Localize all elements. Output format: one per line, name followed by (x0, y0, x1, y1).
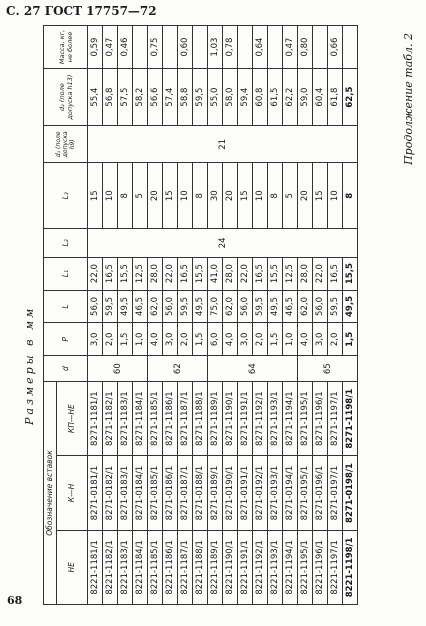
cell-l3: 10 (253, 163, 268, 229)
cell-kn: 8271-0187/1 (178, 456, 193, 530)
cell-p: 3,0 (313, 323, 328, 356)
cell-p: 2,0 (328, 323, 343, 356)
cell-p: 6,0 (208, 323, 223, 356)
cell-mass: 0,47 (103, 26, 118, 69)
header-d1: d₁ (поле допуска h9) (44, 126, 88, 163)
header-mass: Масса, кг, не более (44, 26, 88, 69)
cell-kn: 8271-0181/1 (88, 456, 103, 530)
cell-p: 4,0 (223, 323, 238, 356)
cell-ne: 8221-1189/1 (208, 530, 223, 604)
header-d2: d₂ (поле допуска h13) (44, 69, 88, 126)
cell-l3: 8 (268, 163, 283, 229)
cell-ne: 8221-1193/1 (268, 530, 283, 604)
cell-kp: 8271-1195/1 (298, 382, 313, 456)
cell-kp: 8271-1189/1 (208, 382, 223, 456)
page-number: 68 (7, 594, 23, 607)
cell-kn: 8271-0186/1 (163, 456, 178, 530)
cell-kp: 8271-1188/1 (193, 382, 208, 456)
cell-kn: 8271-0189/1 (208, 456, 223, 530)
table-row (253, 26, 268, 605)
table-row (343, 26, 358, 605)
cell-l3: 20 (298, 163, 313, 229)
cell-l: 75,0 (208, 290, 223, 323)
cell-p: 2,0 (103, 323, 118, 356)
cell-ne: 8221-1186/1 (163, 530, 178, 604)
table-row (223, 26, 238, 605)
table-row (328, 26, 343, 605)
cell-kp: 8271-1197/1 (328, 382, 343, 456)
cell-l: 49,5 (193, 290, 208, 323)
table-title: Размеры в мм (23, 305, 36, 425)
dimensions-table (43, 25, 358, 605)
cell-l1: 22,0 (313, 257, 328, 290)
cell-d2: 59,0 (298, 69, 313, 126)
table-row (238, 26, 253, 605)
cell-l: 62,0 (298, 290, 313, 323)
table-row (193, 26, 208, 605)
cell-kn: 8271-0196/1 (313, 456, 328, 530)
cell-l: 56,0 (313, 290, 328, 323)
cell-mass: 1,03 (208, 26, 223, 69)
cell-kn: 8271-0183/1 (118, 456, 133, 530)
cell-l3: 15 (163, 163, 178, 229)
cell-d: 64 (208, 356, 298, 382)
cell-kp: 8271-1192/1 (253, 382, 268, 456)
cell-ne: 8221-1181/1 (88, 530, 103, 604)
cell-l3: 5 (133, 163, 148, 229)
cell-l1: 28,0 (298, 257, 313, 290)
cell-kp: 8271-1193/1 (268, 382, 283, 456)
cell-d: 62 (148, 356, 208, 382)
cell-l3: 10 (103, 163, 118, 229)
cell-l: 62,0 (148, 290, 163, 323)
cell-l: 59,5 (178, 290, 193, 323)
cell-d2: 55,4 (88, 69, 103, 126)
cell-kn: 8271-0185/1 (148, 456, 163, 530)
cell-kn: 8271-0195/1 (298, 456, 313, 530)
cell-p: 1,5 (343, 323, 358, 356)
cell-p: 4,0 (148, 323, 163, 356)
cell-ne: 8221-1195/1 (298, 530, 313, 604)
cell-d: 60 (88, 356, 148, 382)
cell-l1: 22,0 (238, 257, 253, 290)
table-row (298, 26, 313, 605)
cell-kp: 8271-1191/1 (238, 382, 253, 456)
cell-l3: 10 (328, 163, 343, 229)
cell-l1: 15,5 (343, 257, 358, 290)
cell-l1: 28,0 (148, 257, 163, 290)
cell-p: 2,0 (253, 323, 268, 356)
cell-kn: 8271-0192/1 (253, 456, 268, 530)
cell-kp: 8271-1187/1 (178, 382, 193, 456)
cell-kp: 8271-1184/1 (133, 382, 148, 456)
cell-l: 49,5 (118, 290, 133, 323)
cell-ne: 8221-1188/1 (193, 530, 208, 604)
cell-d2: 62,5 (343, 69, 358, 126)
cell-l3: 8 (343, 163, 358, 229)
cell-l3: 10 (178, 163, 193, 229)
cell-d2: 60,8 (253, 69, 268, 126)
cell-l1: 41,0 (208, 257, 223, 290)
cell-kn: 8271-0184/1 (133, 456, 148, 530)
table-row (88, 26, 103, 605)
header-ne: НЕ (57, 530, 88, 604)
cell-l: 56,0 (238, 290, 253, 323)
cell-d2: 61,8 (328, 69, 343, 126)
cell-kn: 8271-0188/1 (193, 456, 208, 530)
cell-d2: 56,6 (148, 69, 163, 126)
cell-ne: 8221-1196/1 (313, 530, 328, 604)
cell-p: 1,0 (133, 323, 148, 356)
cell-kn: 8271-0193/1 (268, 456, 283, 530)
cell-kn: 8271-0197/1 (328, 456, 343, 530)
cell-l1: 16,5 (328, 257, 343, 290)
cell-l: 56,0 (88, 290, 103, 323)
cell-p: 2,0 (178, 323, 193, 356)
cell-kp: 8271-1198/1 (343, 382, 358, 456)
cell-kp: 8271-1190/1 (223, 382, 238, 456)
cell-kp: 8271-1185/1 (148, 382, 163, 456)
cell-d2: 61,5 (268, 69, 283, 126)
cell-mass: 0,66 (328, 26, 343, 69)
table-row (163, 26, 178, 605)
cell-l1: 16,5 (178, 257, 193, 290)
cell-l: 46,5 (133, 290, 148, 323)
cell-l1: 15,5 (268, 257, 283, 290)
cell-l1: 12,5 (133, 257, 148, 290)
cell-p: 1,5 (118, 323, 133, 356)
cell-mass: 0,78 (223, 26, 238, 69)
table-row (118, 26, 133, 605)
cell-mass (193, 26, 208, 69)
cell-kn: 8271-0182/1 (103, 456, 118, 530)
table-row (148, 26, 163, 605)
header-l: L (44, 290, 88, 323)
cell-l3: 15 (238, 163, 253, 229)
cell-ne: 8221-1194/1 (283, 530, 298, 604)
cell-l1: 12,5 (283, 257, 298, 290)
cell-l3: 8 (193, 163, 208, 229)
header-d: d (44, 356, 88, 382)
cell-mass (268, 26, 283, 69)
cell-l1: 22,0 (88, 257, 103, 290)
cell-ne: 8221-1185/1 (148, 530, 163, 604)
header-p: P (44, 323, 88, 356)
cell-d2: 62,2 (283, 69, 298, 126)
cell-p: 3,0 (163, 323, 178, 356)
cell-ne: 8221-1182/1 (103, 530, 118, 604)
cell-ne: 8221-1192/1 (253, 530, 268, 604)
header-l2: L₂ (44, 229, 88, 258)
cell-kn: 8271-0190/1 (223, 456, 238, 530)
cell-p: 1,5 (268, 323, 283, 356)
cell-ne: 8221-1191/1 (238, 530, 253, 604)
table-row (178, 26, 193, 605)
cell-p: 4,0 (298, 323, 313, 356)
table-row (133, 26, 148, 605)
cell-ne: 8221-1190/1 (223, 530, 238, 604)
table-continuation-label: Продолжение табл. 2 (402, 33, 415, 165)
cell-ne: 8221-1198/1 (343, 530, 358, 604)
cell-d2: 57,4 (163, 69, 178, 126)
table-row (103, 26, 118, 605)
cell-l: 49,5 (268, 290, 283, 323)
cell-l3: 15 (88, 163, 103, 229)
table-row (268, 26, 283, 605)
cell-kn: 8271-0191/1 (238, 456, 253, 530)
cell-l3: 15 (313, 163, 328, 229)
cell-mass: 0,60 (178, 26, 193, 69)
cell-p: 3,0 (238, 323, 253, 356)
cell-d2: 58,2 (133, 69, 148, 126)
cell-mass (343, 26, 358, 69)
cell-mass (163, 26, 178, 69)
cell-mass: 0,47 (283, 26, 298, 69)
cell-ne: 8221-1187/1 (178, 530, 193, 604)
cell-kp: 8271-1194/1 (283, 382, 298, 456)
cell-mass: 0,46 (118, 26, 133, 69)
cell-kp: 8271-1181/1 (88, 382, 103, 456)
header-kn: К—Н (57, 456, 88, 530)
cell-l1: 28,0 (223, 257, 238, 290)
cell-kn: 8271-0194/1 (283, 456, 298, 530)
header-designation-group: Обозначение вставок (44, 382, 57, 605)
table-row (208, 26, 223, 605)
cell-kp: 8271-1182/1 (103, 382, 118, 456)
cell-mass: 0,75 (148, 26, 163, 69)
cell-d2: 59,5 (193, 69, 208, 126)
cell-mass: 0,80 (298, 26, 313, 69)
cell-l3: 30 (208, 163, 223, 229)
cell-d2: 58,8 (178, 69, 193, 126)
cell-mass: 0,64 (253, 26, 268, 69)
cell-mass (133, 26, 148, 69)
cell-ne: 8221-1183/1 (118, 530, 133, 604)
header-l3: L₃ (44, 163, 88, 229)
cell-d2: 57,5 (118, 69, 133, 126)
cell-ne: 8221-1197/1 (328, 530, 343, 604)
cell-l: 59,5 (328, 290, 343, 323)
cell-l3: 20 (148, 163, 163, 229)
cell-d: 65 (298, 356, 358, 382)
cell-d2: 56,8 (103, 69, 118, 126)
rotated-table-block (19, 25, 419, 605)
cell-l: 59,5 (253, 290, 268, 323)
cell-p: 3,0 (88, 323, 103, 356)
header-kp: КП—НЕ (57, 382, 88, 456)
cell-d2: 58,0 (223, 69, 238, 126)
cell-l: 56,0 (163, 290, 178, 323)
cell-d1: 21 (88, 126, 358, 163)
cell-l2: 24 (88, 229, 358, 258)
cell-mass: 0,59 (88, 26, 103, 69)
cell-l3: 5 (283, 163, 298, 229)
cell-kp: 8271-1186/1 (163, 382, 178, 456)
cell-d2: 59,4 (238, 69, 253, 126)
cell-l: 49,5 (343, 290, 358, 323)
cell-p: 1,5 (193, 323, 208, 356)
table-row (313, 26, 328, 605)
cell-mass (313, 26, 328, 69)
cell-ne: 8221-1184/1 (133, 530, 148, 604)
cell-l: 59,5 (103, 290, 118, 323)
cell-l1: 15,5 (193, 257, 208, 290)
cell-l3: 8 (118, 163, 133, 229)
cell-kp: 8271-1183/1 (118, 382, 133, 456)
cell-d2: 60,4 (313, 69, 328, 126)
cell-l3: 20 (223, 163, 238, 229)
cell-l1: 22,0 (163, 257, 178, 290)
cell-l: 62,0 (223, 290, 238, 323)
cell-l1: 15,5 (118, 257, 133, 290)
cell-l1: 16,5 (253, 257, 268, 290)
cell-l: 46,5 (283, 290, 298, 323)
cell-mass (238, 26, 253, 69)
table-row (283, 26, 298, 605)
page-header: С. 27 ГОСТ 17757—72 (6, 4, 157, 18)
cell-kp: 8271-1196/1 (313, 382, 328, 456)
cell-d2: 55,0 (208, 69, 223, 126)
header-l1: L₁ (44, 257, 88, 290)
cell-l1: 16,5 (103, 257, 118, 290)
cell-p: 1,0 (283, 323, 298, 356)
cell-kn: 8271-0198/1 (343, 456, 358, 530)
